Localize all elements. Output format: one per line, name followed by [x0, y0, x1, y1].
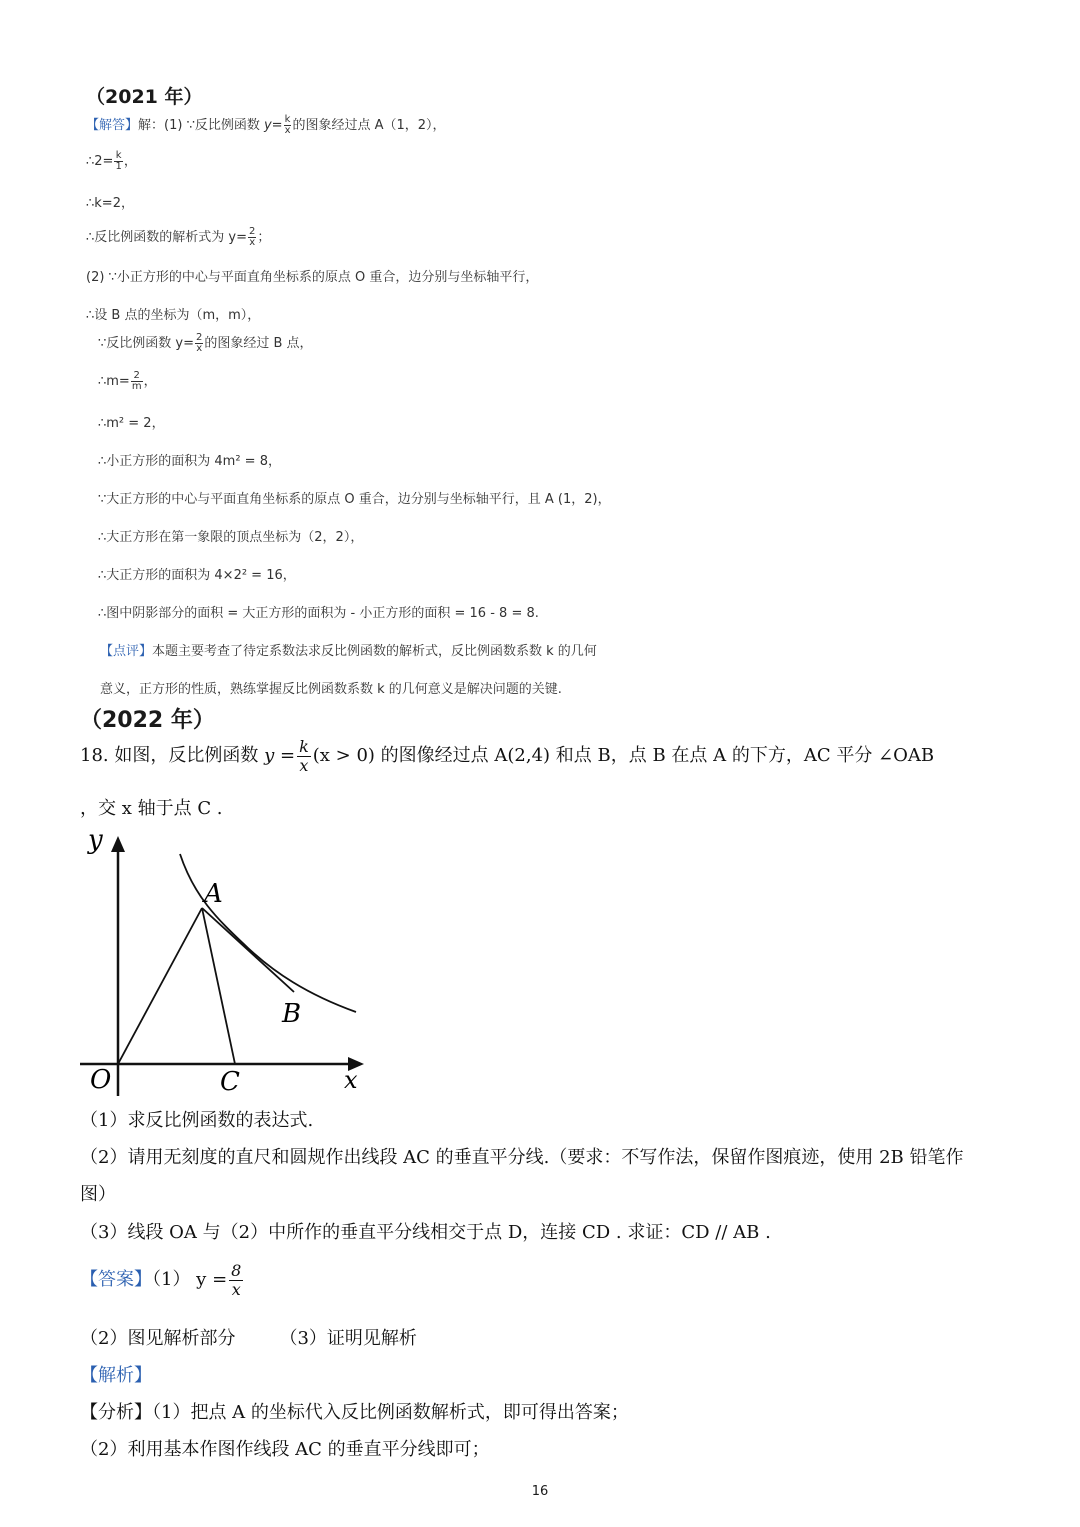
solution-line-11: ∵大正方形的中心与平面直角坐标系的原点 O 重合，边分别与坐标轴平行，且 A (1，2)，: [98, 492, 611, 507]
fraction: $\frac{k}{x}$: [299, 737, 309, 775]
comment-line-2: 意义，正方形的性质，熟练掌握反比例函数系数 k 的几何意义是解决问题的关键.: [100, 682, 562, 697]
solution-line-12: ∴大正方形在第一象限的顶点坐标为（2，2），: [98, 530, 364, 545]
question-3: （3）线段 OA 与（2）中所作的垂直平分线相交于点 D，连接 CD . 求证：CD // AB .: [80, 1222, 771, 1243]
year-heading-2021: （2021 年）: [86, 86, 203, 108]
solution-line-4: ∴反比例函数的解析式为 y= $\frac{2}{x}$ ；: [86, 226, 271, 248]
fraction: $\frac{2}{x}$: [196, 332, 203, 354]
comment-tag: 【点评】: [100, 644, 153, 659]
question-1: （1）求反比例函数的表达式.: [80, 1110, 314, 1131]
answer-line-1: 【答案】（1） y = $\frac{8}{x}$: [80, 1261, 242, 1299]
segment-AB: [202, 908, 294, 992]
label-y: y: [88, 826, 103, 855]
solution-line-9: ∴m² = 2，: [98, 416, 165, 431]
label-O: O: [90, 1065, 112, 1095]
solution-line-3: ∴k=2，: [86, 196, 134, 211]
label-C: C: [220, 1067, 240, 1096]
fraction: $\frac{k}{x}$: [284, 114, 291, 136]
question-2-line-1: （2）请用无刻度的直尺和圆规作出线段 AC 的垂直平分线.（要求：不写作法，保留作图痕迹，使用 2B 铅笔作: [80, 1147, 964, 1168]
year-heading-2022: （2022 年）: [80, 708, 215, 733]
problem-18-line-1: 18. 如图，反比例函数 y = $\frac{k}{x}$ (x > 0) 的图像经过点 A(2,4) 和点 B，点 B 在点 A 的下方，AC 平分 ∠OAB: [80, 737, 935, 775]
fraction: $\frac{8}{x}$: [231, 1261, 242, 1299]
comment-line-1: 【点评】本题主要考查了待定系数法求反比例函数的解析式，反比例函数系数 k 的几何: [100, 644, 597, 659]
label-A: A: [204, 879, 223, 909]
y-axis-arrow: [111, 836, 125, 852]
answer-tag: 【答案】: [80, 1269, 152, 1291]
answer-line-2: （2）图见解析部分 （3）证明见解析: [80, 1328, 417, 1349]
fraction: $\frac{k}{1}$: [115, 150, 122, 172]
analysis-line-1: 【分析】（1）把点 A 的坐标代入反比例函数解析式，即可得出答案；: [80, 1402, 629, 1423]
solution-line-14: ∴图中阴影部分的面积 = 大正方形的面积为 - 小正方形的面积 = 16 - 8 = 8.: [98, 606, 539, 621]
analysis-tag: 【分析】: [80, 1402, 152, 1423]
function-graph-figure: [76, 826, 376, 1096]
label-x: x: [344, 1066, 358, 1094]
solution-line-6: ∴设 B 点的坐标为（m，m），: [86, 308, 261, 323]
solution-line-13: ∴大正方形的面积为 4×2² = 16，: [98, 568, 296, 583]
page-number: 16: [531, 1484, 549, 1499]
fraction: $\frac{2}{m}$: [131, 370, 142, 392]
analysis-heading: 【解析】: [80, 1365, 152, 1386]
label-B: B: [282, 999, 302, 1029]
solution-line-2: ∴2= $\frac{k}{1}$ ，: [86, 150, 137, 172]
problem-18-line-2: ，交 x 轴于点 C .: [80, 798, 223, 819]
solution-line-10: ∴小正方形的面积为 4m² = 8，: [98, 454, 281, 469]
question-2-line-2: 图）: [80, 1184, 116, 1205]
answer-tag: 【解答】: [86, 118, 139, 133]
solution-line-8: ∴m= $\frac{2}{m}$ ，: [98, 370, 157, 392]
fraction: $\frac{2}{x}$: [249, 226, 256, 248]
solution-line-5: (2) ∵小正方形的中心与平面直角坐标系的原点 O 重合，边分别与坐标轴平行，: [86, 270, 539, 285]
solution-line-7: ∵反比例函数 y= $\frac{2}{x}$ 的图象经过 B 点，: [98, 332, 313, 354]
solution-line-1: 【解答】解：(1) ∵反比例函数 y= $\frac{k}{x}$ 的图象经过点 A（1，2），: [86, 114, 446, 136]
segment-OA: [118, 908, 202, 1064]
analysis-line-2: （2）利用基本作图作线段 AC 的垂直平分线即可；: [80, 1439, 490, 1460]
